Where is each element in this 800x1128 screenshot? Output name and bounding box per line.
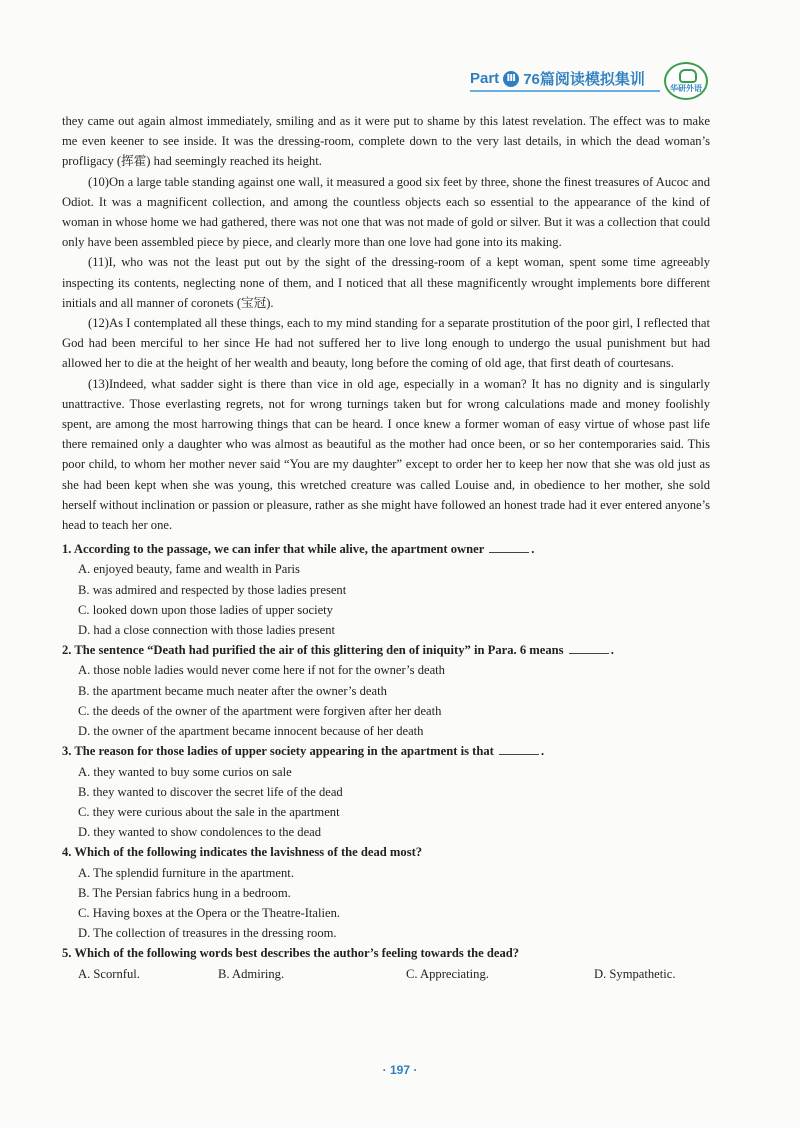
option: A. The splendid furniture in the apartment. xyxy=(78,865,294,880)
question-5 xyxy=(62,943,710,983)
question-1: 1. According to the passage, we can infer that while alive, the apartment owner . A. enjoyed beauty, fame and wealth in Paris B. was admired and respected by those ladies present C. looked down upon those ladies of upper society D. had a close connection with those ladies present xyxy=(62,539,710,640)
option: D. Sympathetic. xyxy=(594,966,676,981)
option: A. those noble ladies would never come here if not for the owner’s death xyxy=(78,663,445,678)
part-label: Part xyxy=(470,70,500,87)
answer-blank xyxy=(569,641,609,654)
option: D. they wanted to show condolences to the dead xyxy=(78,825,322,840)
option: C. they were curious about the sale in the apartment xyxy=(78,804,340,819)
publisher-logo xyxy=(664,62,708,100)
paragraph: they came out again almost immediately, smiling and as it were put to shame by this latest revelation. The effect was to make me even keener to see inside. It was the dressing-room, complete down to the very last details, in which the dead woman’s profligacy (挥霍) had seemingly reached its height. xyxy=(62,114,710,169)
header-rule xyxy=(470,90,660,92)
option: B. was admired and respected by those ladies present xyxy=(78,582,347,597)
option: C. Appreciating. xyxy=(406,966,489,981)
frog-icon xyxy=(679,69,697,83)
question-4 xyxy=(62,842,710,943)
paragraph: (13)Indeed, what sadder sight is there than vice in old age, especially in a woman? It has no dignity and is singularly unattractive. Those everlasting regrets, not for wrong turnings taken but for wrong calculations made and money foolishly spent, are among the most harrowing things that can be heard. I once knew a former woman of easy virtue of whose past life there remained only a daughter who was almost as beautiful as the mother had once been, or so her contemporaries said. This poor child, to whom her mother never said “You are my daughter” except to order her to keep her now that she was old just as she had been kept when she was young, this wretched creature was called Louise and, in obedience to her mother, she sold herself without inclination or passion or pleasure, rather as she might have followed an honest trade had it ever entered anyone’s head to teach her one. xyxy=(62,376,710,533)
question-3: 3. The reason for those ladies of upper society appearing in the apartment is that . A. they wanted to buy some curios on sale B. they wanted to discover the secret life of the dead C. they were curious about the sale in the apartment D. they wanted to show condolences to the dead xyxy=(62,741,710,842)
page-content xyxy=(62,111,710,984)
option: D. had a close connection with those ladies present xyxy=(78,623,336,638)
passage xyxy=(62,111,710,535)
option: C. looked down upon those ladies of upper society xyxy=(78,602,333,617)
question-stem: 5. Which of the following words best describes the author’s feeling towards the dead? xyxy=(62,946,520,961)
paragraph: (12)As I contemplated all these things, each to my mind standing for a separate prostitution of the poor girl, I reflected that God had been merciful to her since He had not suffered her to live long enough to undergo the usual punishment but had allowed her to die at the height of her wealth and beauty, long before the coming of old age, that first death of courtesans. xyxy=(62,316,710,371)
option: D. The collection of treasures in the dressing room. xyxy=(78,926,337,941)
option-row xyxy=(78,964,710,984)
answer-blank xyxy=(499,742,539,755)
question-stem: 2. The sentence “Death had purified the air of this glittering den of iniquity” in Para. 6 means xyxy=(62,643,564,658)
option: D. the owner of the apartment became innocent because of her death xyxy=(78,724,424,739)
paragraph: (11)I, who was not the least put out by the sight of the dressing-room of a kept woman, spent some time agreeably inspecting its contents, neglecting none of them, and I noticed that all these magnificently wrought implements bore different initials and all manner of coronets (宝冠). xyxy=(62,255,710,310)
question-list xyxy=(62,539,710,983)
option: B. they wanted to discover the secret life of the dead xyxy=(78,784,343,799)
question-stem: 4. Which of the following indicates the lavishness of the dead most? xyxy=(62,845,423,860)
part-numeral-badge: Ⅲ xyxy=(503,71,519,87)
answer-blank xyxy=(489,540,529,553)
page-number: · 197 · xyxy=(382,1063,418,1077)
option: B. the apartment became much neater after the owner’s death xyxy=(78,683,387,698)
section-title: 76篇阅读模拟集训 xyxy=(523,71,645,88)
option: B. Admiring. xyxy=(218,966,285,981)
option: B. The Persian fabrics hung in a bedroom. xyxy=(78,885,291,900)
option: C. Having boxes at the Opera or the Theatre-Italien. xyxy=(78,905,341,920)
paragraph: (10)On a large table standing against one wall, it measured a good six feet by three, shone the finest treasures of Aucoc and Odiot. It was a magnificent collection, and among the countless objects each so essential to the appearance of the kind of woman in whose home we had gathered, there was not one that was not made of gold or silver. But it was a collection that could only have been assembled piece by piece, and clearly more than one love had gone into its making. xyxy=(62,174,710,250)
question-stem: 3. The reason for those ladies of upper society appearing in the apartment is that xyxy=(62,744,494,759)
header-title xyxy=(470,68,645,89)
option: A. enjoyed beauty, fame and wealth in Paris xyxy=(78,562,300,577)
question-2: 2. The sentence “Death had purified the air of this glittering den of iniquity” in Para. 6 means . A. those noble ladies would never come here if not for the owner’s death B. the apartment became much neater after the owner’s death C. the deeds of the owner of the apartment were forgiven after her death D. the owner of the apartment became innocent because of her death xyxy=(62,640,710,741)
option: C. the deeds of the owner of the apartment were forgiven after her death xyxy=(78,703,442,718)
page-header xyxy=(470,62,720,98)
logo-text: 华研外语 xyxy=(670,84,702,93)
question-stem: 1. According to the passage, we can infer that while alive, the apartment owner xyxy=(62,542,485,557)
option: A. Scornful. xyxy=(78,966,140,981)
option: A. they wanted to buy some curios on sale xyxy=(78,764,292,779)
